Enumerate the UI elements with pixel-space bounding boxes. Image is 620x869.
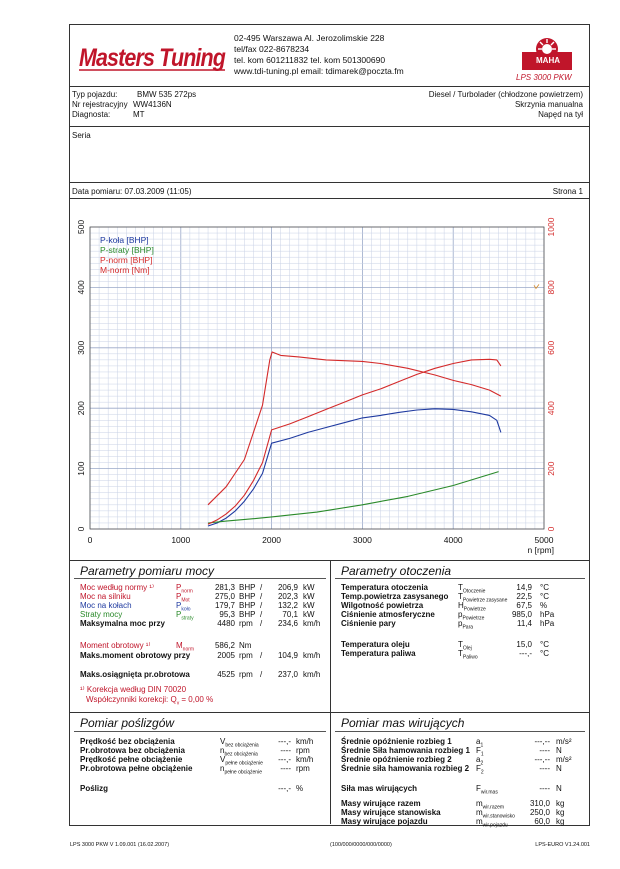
mass-row-label: Średnie siła hamowania rozbieg 2: [341, 764, 470, 773]
mass-row-symbol: $a_2$: [476, 755, 484, 767]
slip-row-value: ---,-: [278, 737, 291, 746]
power-title-underline: [74, 578, 326, 579]
mass-row-unit: m/s²: [556, 737, 572, 746]
ambient-row-value: 22,5: [516, 592, 532, 601]
y-right-tick-label: 800: [546, 280, 556, 295]
ambient-row-label: Wilgotność powietrza: [341, 601, 424, 610]
measurement-date: Data pomiaru: 07.03.2009 (11:05): [72, 187, 192, 196]
y-left-tick-label: 500: [76, 219, 86, 235]
mass-row-unit: N: [556, 784, 562, 793]
registration-value: WW4136N: [133, 100, 172, 109]
y-right-tick-label: 200: [546, 461, 556, 476]
mass-row-symbol: $F_{wir.mas}$: [476, 784, 498, 796]
legend-entry: M-norm [Nm]: [100, 265, 150, 275]
ambient-row-symbol: $T_{Paliwo}$: [458, 649, 478, 661]
mass-row-label: Masy wirujące razem: [341, 799, 421, 808]
slip-row-unit: rpm: [296, 746, 310, 755]
mass-row-symbol: $m_{wir.pojazdu}$: [476, 817, 508, 829]
x-tick-label: 3000: [352, 535, 372, 545]
dyno-chart: [70, 199, 588, 559]
power-row-value1: 4480: [217, 619, 235, 628]
maha-model: LPS 3000 PKW: [516, 73, 572, 82]
power-row-unit1: BHP: [239, 583, 256, 592]
mass-params-title: Pomiar mas wirujących: [341, 716, 465, 730]
mass-row-symbol: $a_1$: [476, 737, 484, 749]
slip-title-underline: [74, 731, 326, 732]
ambient-row-label: Temperatura oleju: [341, 640, 410, 649]
ambient-row-unit: °C: [540, 649, 549, 658]
x-axis-label: n [rpm]: [527, 545, 554, 555]
slip-row-label: Pr.obrotowa bez obciążenia: [80, 746, 185, 755]
mass-row-value: 310,0: [529, 799, 550, 808]
y-right-tick-label: 0: [546, 526, 556, 532]
power-row-value2: 206,9: [277, 583, 298, 592]
mass-row-unit: kg: [556, 808, 565, 817]
slip-row-symbol: $V_{bez obciążenia}$: [220, 737, 259, 749]
ambient-params-title: Parametry otoczenia: [341, 564, 452, 578]
slip-row-symbol: $V_{pełne obciążenie}$: [220, 755, 263, 767]
y-right-tick-label: 600: [546, 340, 556, 355]
ambient-row-symbol: $p_{Para}$: [458, 619, 474, 631]
svg-text:Masters Tuning: Masters Tuning: [79, 44, 226, 72]
ambient-row-symbol: $H_{Powietrze}$: [458, 601, 486, 613]
address-line: tel. kom 601211832 tel. kom 501300690: [234, 55, 386, 65]
torque-row-value1: 2005: [217, 651, 235, 660]
power-row-symbol: $P_{norm}$: [176, 583, 193, 595]
slip-row-value: ---,-: [278, 784, 291, 793]
mass-row-symbol: $F_2$: [476, 764, 484, 776]
registration-label: Nr rejestracyjny: [72, 100, 128, 109]
power-row-label: Moc według normy ¹⁾: [80, 583, 154, 592]
power-row-value1: 95,3: [219, 610, 235, 619]
slip-params-title: Pomiar poślizgów: [80, 716, 175, 730]
diagnost-label: Diagnosta:: [72, 110, 111, 119]
power-row-separator: /: [260, 619, 263, 628]
power-row-separator: /: [260, 601, 263, 610]
mass-row-value: ----: [539, 746, 550, 755]
ambient-row-value: ---,-: [519, 649, 532, 658]
footer-right: LPS-EURO V1.24.001: [535, 842, 590, 848]
mass-row-value: ---,--: [534, 737, 550, 746]
mass-row-value: 250,0: [529, 808, 550, 817]
ambient-row-symbol: $T_{Olej}$: [458, 640, 472, 652]
power-row-label: Moc na silniku: [80, 592, 131, 601]
slip-row-label: Prędkość bez obciążenia: [80, 737, 175, 746]
ambient-row-label: Ciśnienie pary: [341, 619, 396, 628]
address-line: www.tdi-tuning.pl email: tdimarek@poczta.fm: [234, 66, 404, 76]
footer-left: LPS 3000 PKW V 1.09.001 (16.02.2007): [70, 842, 170, 848]
vehicle-type-label: Typ pojazdu:: [72, 90, 118, 99]
power-row-unit1: BHP: [239, 610, 256, 619]
ambient-row-unit: hPa: [540, 610, 555, 619]
slip-row-unit: km/h: [296, 737, 314, 746]
mass-row-symbol: $m_{wir.stanowisko}$: [476, 808, 515, 820]
power-row-value2: 70,1: [282, 610, 298, 619]
power-row-label: Maksymalna moc przy: [80, 619, 165, 628]
mass-row-label: Siła mas wirujących: [341, 784, 418, 793]
max-rpm-unit1: rpm: [239, 670, 253, 679]
company-address: [234, 33, 404, 77]
mass-row-label: Masy wirujące pojazdu: [341, 817, 428, 826]
y-left-tick-label: 300: [76, 340, 86, 355]
mass-row-symbol: $m_{wir.razem}$: [476, 799, 505, 811]
slip-row-value: ----: [280, 746, 291, 755]
ambient-row-unit: °C: [540, 640, 549, 649]
gearbox-type: Skrzynia manualna: [514, 100, 583, 109]
power-row-separator: /: [260, 583, 263, 592]
mass-row-label: Masy wirujące stanowiska: [341, 808, 441, 817]
diagnost-value: MT: [133, 110, 145, 119]
torque-row-label: Maks.moment obrotowy przy: [80, 651, 191, 660]
mass-title-underline: [335, 731, 585, 732]
mass-row-unit: kg: [556, 799, 565, 808]
max-rpm-value2: 237,0: [277, 670, 298, 679]
mass-row-value: ----: [539, 784, 550, 793]
mass-row-label: Średnie opóźnienie rozbieg 2: [341, 755, 452, 764]
ambient-row-value: 985,0: [511, 610, 532, 619]
power-row-value1: 281,3: [214, 583, 235, 592]
power-row-unit1: BHP: [239, 601, 256, 610]
engine-type: Diesel / Turbolader (chłodzone powietrzem): [428, 90, 583, 99]
max-rpm-unit2: km/h: [303, 670, 321, 679]
power-row-value1: 275,0: [214, 592, 235, 601]
max-rpm-value1: 4525: [217, 670, 235, 679]
correction-note: ¹⁾ Korekcja według DIN 70020: [80, 685, 187, 694]
power-row-label: Straty mocy: [80, 610, 123, 619]
slip-row-unit: rpm: [296, 764, 310, 773]
power-row-symbol: $P_{straty}$: [176, 610, 194, 622]
power-row-unit2: kW: [303, 610, 315, 619]
power-row-unit2: kW: [303, 592, 315, 601]
ambient-row-value: 11,4: [517, 619, 532, 628]
seria-label: Seria: [72, 131, 91, 140]
legend-entry: P-norm [BHP]: [100, 255, 153, 265]
address-line: 02-495 Warszawa Al. Jerozolimskie 228: [234, 33, 385, 43]
ambient-row-unit: hPa: [540, 619, 555, 628]
mass-row-value: 60,0: [534, 817, 550, 826]
torque-row-unit1: rpm: [239, 651, 253, 660]
ambient-row-unit: %: [540, 601, 548, 610]
slip-row-label: Pr.obrotowa pełne obciążenie: [80, 764, 193, 773]
drive-type: Napęd na tył: [538, 110, 583, 119]
torque-row-separator: /: [260, 651, 263, 660]
power-row-unit2: km/h: [303, 619, 321, 628]
ambient-row-symbol: $T_{Powietrze zasysane}$: [458, 592, 508, 604]
power-row-unit1: BHP: [239, 592, 256, 601]
power-row-separator: /: [260, 592, 263, 601]
mass-row-value: ----: [539, 764, 550, 773]
ambient-row-value: 14,9: [516, 583, 532, 592]
footer-center: (100/000/0000/000/0000): [330, 842, 392, 848]
torque-row-symbol: $M_{norm}$: [176, 641, 195, 653]
mass-row-unit: N: [556, 746, 562, 755]
series-line-3: [208, 352, 501, 505]
max-rpm-label: Maks.osiągnięta pr.obrotowa: [80, 670, 190, 679]
power-row-symbol: $P_{Mot}$: [176, 592, 190, 604]
page-number: Strona 1: [552, 187, 583, 196]
slip-row-label: Prędkość pełne obciążenie: [80, 755, 183, 764]
torque-row-unit2: km/h: [303, 651, 321, 660]
y-left-tick-label: 100: [76, 461, 86, 476]
slip-row-value: ----: [280, 764, 291, 773]
power-row-separator: /: [260, 610, 263, 619]
power-params-title: Parametry pomiaru mocy: [80, 564, 215, 578]
mass-row-label: Średnie opóźnienie rozbieg 1: [341, 737, 452, 746]
power-row-value1: 179,7: [214, 601, 235, 610]
vehicle-type-value: BMW 535 272ps: [137, 90, 197, 99]
maha-logo-text: MAHA: [536, 56, 560, 65]
ambient-row-label: Ciśnienie atmosferyczne: [341, 610, 435, 619]
slip-row-label: Poślizg: [80, 784, 109, 793]
power-row-unit1: rpm: [239, 619, 253, 628]
power-row-label: Moc na kołach: [80, 601, 132, 610]
torque-row-value2: 104,9: [277, 651, 298, 660]
ambient-row-label: Temperatura paliwa: [341, 649, 416, 658]
slip-row-symbol: $n_{bez obciążenia}$: [220, 746, 258, 758]
y-right-tick-label: 1000: [546, 217, 556, 237]
masters-tuning-logo: [77, 36, 227, 83]
y-left-tick-label: 400: [76, 280, 86, 295]
x-tick-label: 0: [87, 535, 93, 545]
power-row-unit2: kW: [303, 601, 315, 610]
mass-row-label: Średnie Siła hamowania rozbieg 1: [341, 746, 470, 755]
power-row-unit2: kW: [303, 583, 315, 592]
ambient-row-label: Temp.powietrza zasysanego: [341, 592, 449, 601]
max-rpm-separator: /: [260, 670, 263, 679]
ambient-row-label: Temperatura otoczenia: [341, 583, 428, 592]
address-line: tel/fax 022-8678234: [234, 44, 310, 54]
x-tick-label: 2000: [262, 535, 282, 545]
mass-row-unit: N: [556, 764, 562, 773]
legend-entry: P-straty [BHP]: [100, 245, 154, 255]
y-left-tick-label: 0: [76, 526, 86, 532]
ambient-title-underline: [335, 578, 585, 579]
ambient-row-value: 67,5: [516, 601, 532, 610]
torque-row-label: Moment obrotowy ¹⁾: [80, 641, 151, 650]
slip-row-unit: km/h: [296, 755, 314, 764]
slip-row-value: ---,-: [278, 755, 291, 764]
power-row-symbol: $P_{koło}$: [176, 601, 191, 613]
mass-row-unit: kg: [556, 817, 565, 826]
header-divider: [69, 86, 590, 87]
x-tick-label: 1000: [171, 535, 191, 545]
slip-row-unit: %: [296, 784, 304, 793]
ambient-row-value: 15,0: [516, 640, 532, 649]
torque-row-value1: 586,2: [214, 641, 235, 650]
slip-row-symbol: $n_{pełne obciążenie}$: [220, 764, 262, 776]
torque-row-unit1: Nm: [239, 641, 252, 650]
x-tick-label: 5000: [534, 535, 554, 545]
power-row-value2: 234,6: [277, 619, 298, 628]
legend-entry: P-koła [BHP]: [100, 235, 149, 245]
vehicle-divider: [69, 126, 590, 127]
ambient-row-symbol: $T_{Otoczenie}$: [458, 583, 486, 595]
power-row-value2: 132,2: [277, 601, 298, 610]
mass-row-unit: m/s²: [556, 755, 572, 764]
power-row-value2: 202,3: [277, 592, 298, 601]
y-left-tick-label: 200: [76, 401, 86, 416]
ambient-row-unit: °C: [540, 592, 549, 601]
x-tick-label: 4000: [443, 535, 463, 545]
correction-factor: Współczynniki korekcji: $Q_v = 0,00$ %: [86, 695, 214, 707]
mass-row-value: ---,--: [534, 755, 550, 764]
params-vertical-divider: [330, 560, 331, 824]
y-right-tick-label: 400: [546, 401, 556, 416]
ambient-row-symbol: $p_{Powietrze}$: [458, 610, 485, 622]
ambient-row-unit: °C: [540, 583, 549, 592]
mass-row-symbol: $F_1$: [476, 746, 484, 758]
seria-divider: [69, 182, 590, 183]
